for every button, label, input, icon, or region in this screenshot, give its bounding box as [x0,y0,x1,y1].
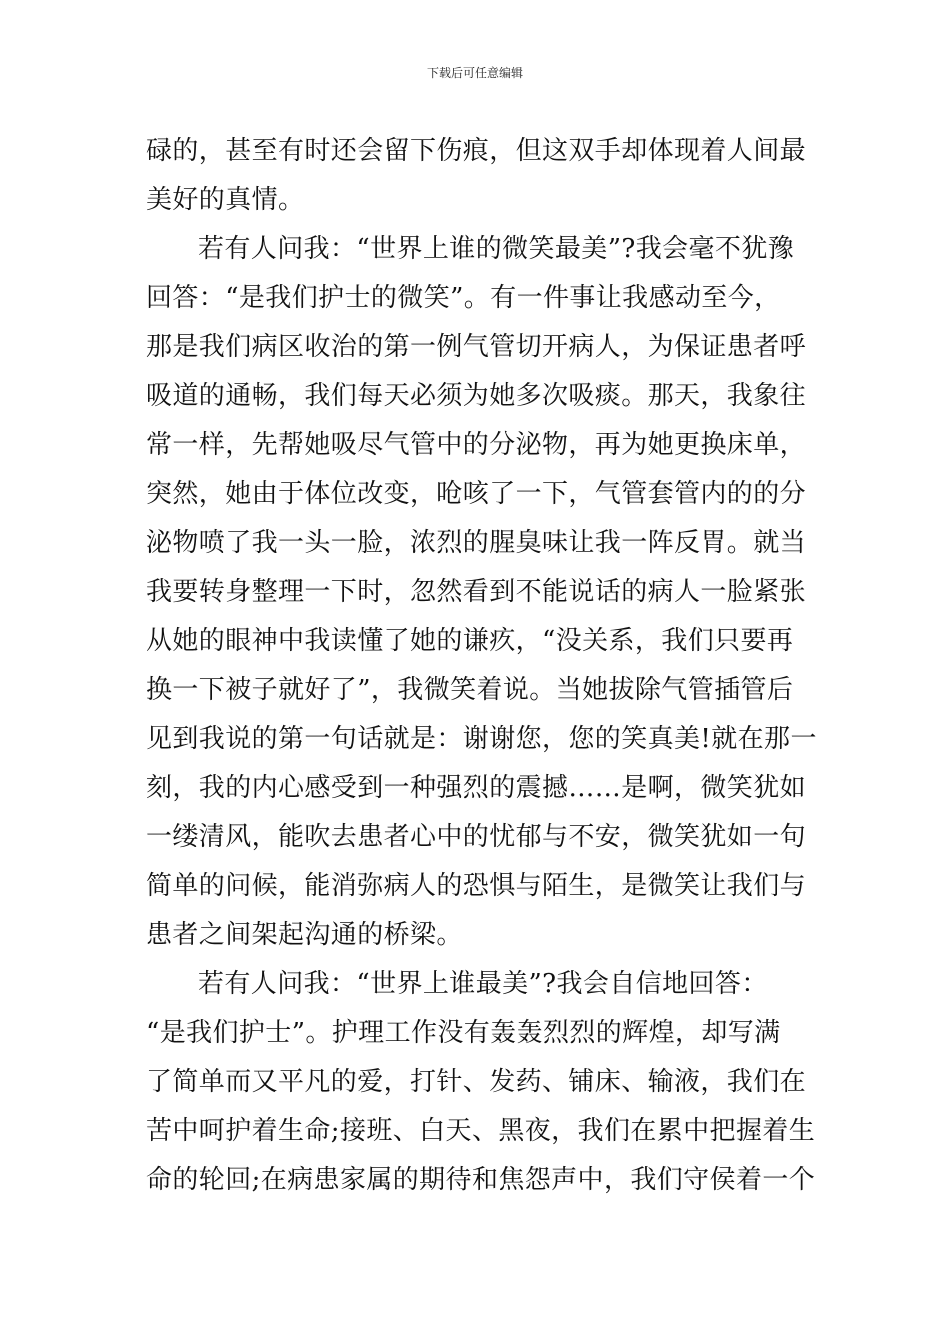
text-line: 那是我们病区收治的第一例气管切开病人，为保证患者呼 [146,332,807,362]
text-line: 换一下被子就好了”，我微笑着说。当她拔除气管插管后 [146,675,794,705]
text-line: 碌的，甚至有时还会留下伤痕，但这双手却体现着人间最 [146,136,807,166]
text-line: “是我们护士”。护理工作没有轰轰烈烈的辉煌，却写满 [146,1018,781,1048]
text-line: 吸道的通畅，我们每天必须为她多次吸痰。那天，我象往 [146,381,807,411]
text-line: 我要转身整理一下时，忽然看到不能说话的病人一脸紧张 [146,577,807,607]
text-line: 苦中呵护着生命;接班、白天、黑夜，我们在累中把握着生 [146,1116,816,1146]
text-line: 命的轮回;在病患家属的期待和焦怨声中，我们守侯着一个 [146,1165,816,1195]
text-line: 患者之间架起沟通的桥梁。 [146,920,463,950]
text-line: 见到我说的第一句话就是：谢谢您，您的笑真美!就在那一 [146,724,817,754]
text-line: 泌物喷了我一头一脸，浓烈的腥臭味让我一阵反胃。就当 [146,528,807,558]
text-line: 了简单而又平凡的爱，打针、发药、铺床、输液，我们在 [146,1067,807,1097]
text-line: 从她的眼神中我读懂了她的谦疚，“没关系，我们只要再 [146,626,794,656]
page-header: 下载后可任意编辑 [426,66,523,80]
document-body [146,127,817,1205]
text-line: 突然，她由于体位改变，呛咳了一下，气管套管内的的分 [146,479,807,509]
text-line: 回答：“是我们护士的微笑”。有一件事让我感动至今， [146,283,781,313]
text-line: 简单的问候，能消弥病人的恐惧与陌生，是微笑让我们与 [146,871,807,901]
paragraph-first-line: 若有人问我：“世界上谁最美”?我会自信地回答： [198,969,768,999]
text-line: 刻，我的内心感受到一种强烈的震撼……是啊，微笑犹如 [146,773,807,803]
text-line: 常一样，先帮她吸尽气管中的分泌物，再为她更换床单， [146,430,807,460]
text-line: 一缕清风，能吹去患者心中的忧郁与不安，微笑犹如一句 [146,822,807,852]
paragraph-first-line: 若有人问我：“世界上谁的微笑最美”?我会毫不犹豫 [198,234,795,264]
text-line: 美好的真情。 [146,185,305,215]
